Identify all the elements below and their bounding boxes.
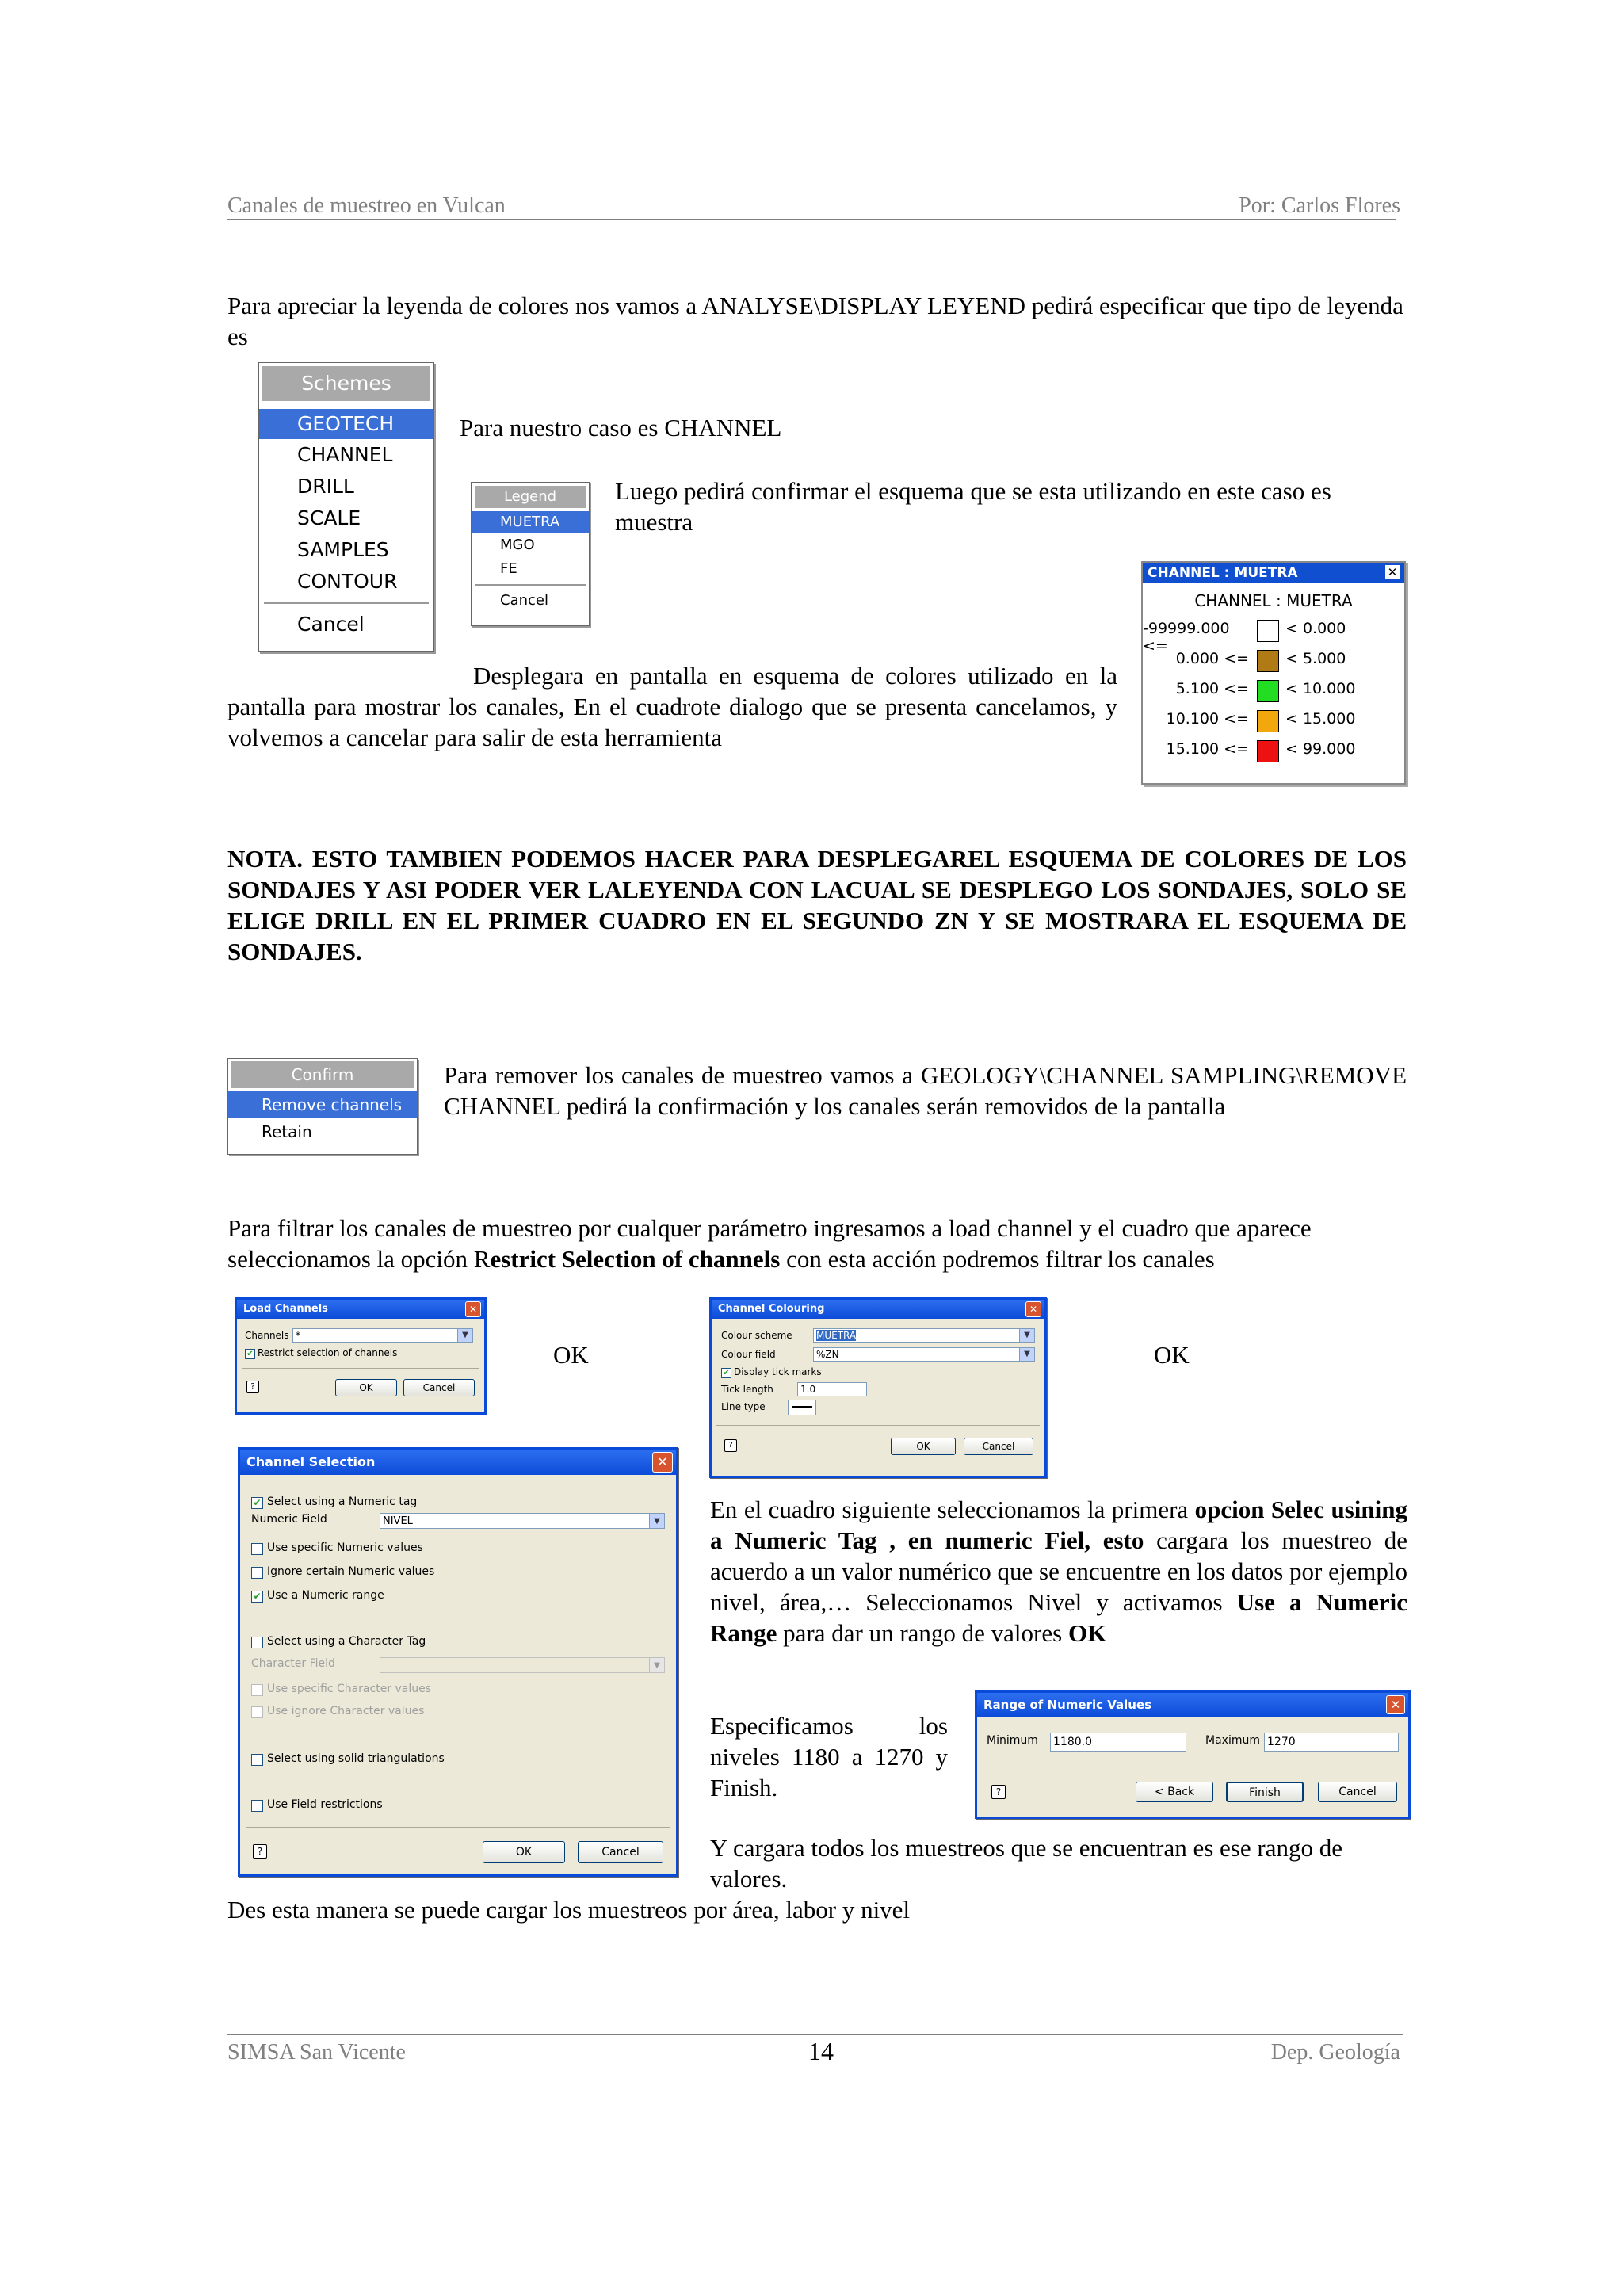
solid-triangulations-checkbox[interactable]	[251, 1754, 263, 1766]
numeric-field-label: Numeric Field	[251, 1513, 327, 1526]
close-icon[interactable]: ✕	[1386, 1695, 1405, 1714]
legend-row	[1143, 644, 1404, 674]
para-remove-channels: Para remover los canales de muestreo vamos a GEOLOGY\CHANNEL SAMPLING\REMOVE CHANNEL pedirá la confirmación y los canales serán removidos de la pantalla	[444, 1061, 1407, 1120]
maximum-label: Maximum	[1205, 1734, 1260, 1747]
ok-button[interactable]: OK	[335, 1379, 397, 1396]
para-filter-c: con esta acción podremos filtrar los canales	[780, 1245, 1215, 1273]
channel-colouring-title: Channel Colouring	[718, 1303, 825, 1315]
legend-row-from: 10.100 <=	[1166, 710, 1249, 728]
tick-length-label: Tick length	[721, 1384, 773, 1395]
header-author: Por: Carlos Flores	[1239, 193, 1400, 218]
para-numeric-b: opcion Selec usining a Numeric Tag , en numeric Fiel, esto	[710, 1496, 1407, 1554]
legend-item-fe[interactable]: FE	[500, 560, 517, 577]
para-specify-levels: Especificamos los niveles 1180 a 1270 y Finish.	[710, 1712, 948, 1801]
range-numeric-dialog	[975, 1690, 1411, 1819]
channel-selection-titlebar	[240, 1450, 676, 1475]
para-numeric-c: cargara los muestreo de acuerdo a un valor numérico que se encuentre en los datos por ejemplo nivel, área,… Seleccionamos Nivel y activamos	[710, 1526, 1407, 1616]
para-numeric-f: OK	[1067, 1619, 1107, 1647]
header-title: Canales de muestreo en Vulcan	[227, 193, 506, 218]
chevron-down-icon[interactable]: ▼	[1019, 1329, 1034, 1342]
colour-field-select[interactable]	[813, 1347, 1035, 1362]
para-filter-channels	[227, 1213, 1407, 1274]
colour-field-value: %ZN	[816, 1349, 839, 1360]
numeric-field-select[interactable]	[380, 1513, 665, 1529]
chevron-down-icon: ▼	[649, 1658, 664, 1672]
para-filter-a: Para filtrar los canales de muestreo por cualquer parámetro ingresamos a load channel y el cuadro que aparece seleccionamos la opción R	[227, 1214, 1312, 1273]
legend-row	[1143, 734, 1404, 764]
confirm-menu-title: Confirm	[231, 1061, 414, 1088]
channel-colouring-dialog	[709, 1297, 1047, 1478]
para-numeric-e: para dar un rango de valores	[777, 1619, 1068, 1647]
legend-row-from: 5.100 <=	[1175, 680, 1249, 697]
page-number: 14	[808, 2037, 834, 2065]
close-icon[interactable]: ✕	[1025, 1301, 1041, 1317]
minimum-input[interactable]: 1180.0	[1050, 1733, 1186, 1752]
character-field-select	[380, 1657, 665, 1673]
legend-item-mgo[interactable]: MGO	[500, 537, 535, 553]
cancel-button[interactable]: Cancel	[578, 1841, 663, 1863]
legend-row	[1143, 674, 1404, 704]
schemes-item-cancel[interactable]: Cancel	[297, 613, 365, 636]
character-tag-label: Select using a Character Tag	[267, 1635, 426, 1648]
line-type-label: Line type	[721, 1401, 766, 1412]
legend-swatch	[1257, 620, 1279, 642]
specific-char-label: Use specific Character values	[267, 1683, 432, 1695]
channels-label: Channels	[245, 1330, 289, 1341]
para-legend-intro: Para apreciar la leyenda de colores nos vamos a ANALYSE\DISPLAY LEYEND pedirá especificar que tipo de leyenda es	[227, 292, 1403, 350]
legend-row-to: < 15.000	[1285, 710, 1356, 728]
schemes-menu	[258, 362, 434, 652]
numeric-tag-checkbox[interactable]: ✔	[251, 1497, 263, 1509]
schemes-item-contour[interactable]: CONTOUR	[297, 570, 398, 593]
specific-numeric-label: Use specific Numeric values	[267, 1541, 423, 1554]
help-icon[interactable]: ?	[991, 1785, 1006, 1799]
chevron-down-icon[interactable]: ▼	[1019, 1348, 1034, 1361]
para-numeric-d: Use a Numeric Range	[710, 1588, 1408, 1647]
channel-legend-titlebar	[1143, 563, 1404, 583]
legend-swatch	[1257, 740, 1279, 762]
help-icon[interactable]: ?	[246, 1381, 259, 1393]
footer-rule	[227, 2034, 1403, 2035]
channel-legend-title: CHANNEL : MUETRA	[1148, 565, 1298, 581]
legend-menu	[471, 482, 590, 626]
ignore-char-checkbox	[251, 1706, 263, 1718]
load-channels-title: Load Channels	[243, 1303, 328, 1315]
schemes-item-scale[interactable]: SCALE	[297, 506, 361, 529]
legend-row-to: < 99.000	[1285, 740, 1356, 758]
legend-menu-title: Legend	[475, 486, 586, 508]
restrict-selection-checkbox[interactable]: ✔	[245, 1349, 255, 1359]
para-legend-display: Desplegara en pantalla en esquema de colores utilizado en la pantalla para mostrar los canales, En el cuadrote dialogo que se presenta cancelamos, y volvemos a cancelar para salir de esta herramienta	[227, 662, 1117, 751]
specific-char-checkbox	[251, 1684, 263, 1696]
channel-selection-dialog	[238, 1447, 678, 1877]
legend-row	[1143, 704, 1404, 734]
legend-swatch	[1257, 710, 1279, 732]
ok-button[interactable]: OK	[891, 1438, 956, 1455]
field-restrictions-label: Use Field restrictions	[267, 1798, 383, 1811]
maximum-input[interactable]: 1270	[1264, 1733, 1399, 1752]
cancel-button[interactable]: Cancel	[1318, 1782, 1397, 1802]
chevron-down-icon[interactable]: ▼	[457, 1329, 472, 1342]
legend-menu-separator	[475, 584, 586, 586]
colour-scheme-label: Colour scheme	[721, 1330, 792, 1341]
cancel-button[interactable]: Cancel	[964, 1438, 1033, 1455]
numeric-range-label: Use a Numeric range	[267, 1589, 384, 1602]
close-icon[interactable]: ✕	[465, 1301, 481, 1317]
numeric-tag-label: Select using a Numeric tag	[267, 1496, 418, 1508]
field-restrictions-checkbox[interactable]	[251, 1800, 263, 1812]
specific-numeric-checkbox[interactable]	[251, 1543, 263, 1555]
confirm-item-retain[interactable]: Retain	[262, 1122, 312, 1141]
channel-legend-window	[1141, 561, 1406, 785]
legend-row	[1143, 613, 1404, 655]
cancel-button[interactable]: Cancel	[403, 1379, 475, 1396]
ok-label-1: OK	[553, 1341, 589, 1369]
schemes-item-drill[interactable]: DRILL	[297, 475, 354, 498]
range-dialog-title: Range of Numeric Values	[983, 1698, 1152, 1712]
minimum-label: Minimum	[987, 1734, 1038, 1747]
confirm-item-remove[interactable]: Remove channels	[228, 1091, 417, 1118]
legend-row-to: < 5.000	[1285, 650, 1346, 667]
legend-row-to: < 10.000	[1285, 680, 1356, 697]
close-icon[interactable]: ✕	[652, 1452, 673, 1473]
legend-swatch	[1257, 650, 1279, 672]
load-channels-titlebar	[237, 1300, 484, 1319]
para-filter-b: estrict Selection of channels	[490, 1245, 781, 1273]
range-dialog-titlebar	[977, 1693, 1408, 1717]
schemes-menu-separator	[264, 602, 429, 604]
tick-length-input[interactable]: 1.0	[797, 1382, 867, 1396]
caption-channel: Para nuestro caso es CHANNEL	[460, 414, 782, 441]
line-type-swatch[interactable]	[788, 1400, 816, 1415]
channel-legend-rows	[1143, 613, 1404, 764]
colour-scheme-value: MUETRA	[816, 1330, 857, 1341]
channels-input-value: *	[296, 1330, 300, 1341]
ignore-numeric-checkbox[interactable]	[251, 1567, 263, 1579]
schemes-menu-title: Schemes	[262, 366, 430, 401]
numeric-field-value: NIVEL	[383, 1515, 413, 1527]
schemes-item-geotech[interactable]: GEOTECH	[259, 409, 433, 439]
legend-swatch	[1257, 680, 1279, 702]
colour-scheme-select[interactable]	[813, 1328, 1035, 1343]
legend-item-muetra[interactable]: MUETRA	[472, 511, 589, 533]
channels-input[interactable]	[292, 1328, 473, 1343]
schemes-item-channel[interactable]: CHANNEL	[297, 443, 393, 466]
back-button[interactable]: < Back	[1136, 1782, 1213, 1802]
para-numeric-tag	[710, 1494, 1407, 1648]
confirm-menu	[227, 1058, 418, 1155]
para-load-by-area: Des esta manera se puede cargar los muestreos por área, labor y nivel	[227, 1896, 911, 1924]
footer-company: SIMSA San Vicente	[227, 2040, 406, 2065]
load-channels-dialog	[235, 1297, 487, 1415]
header-rule	[227, 219, 1396, 220]
legend-row-from: 0.000 <=	[1175, 650, 1249, 667]
ignore-numeric-label: Ignore certain Numeric values	[267, 1565, 435, 1578]
legend-row-to: < 0.000	[1285, 620, 1346, 637]
para-load-range: Y cargara todos los muestreos que se encuentran es ese rango de valores.	[710, 1834, 1342, 1893]
note-paragraph: NOTA. ESTO TAMBIEN PODEMOS HACER PARA DESPLEGAREL ESQUEMA DE COLORES DE LOS SONDAJES Y ASI PODER VER LALEYENDA CON LACUAL SE DESPLEGO LOS SONDAJES, SOLO SE ELIGE DRILL EN EL PRIMER CUADRO EN EL SEGUNDO ZN Y SE MOSTRARA EL ESQUEMA DE SONDAJES.	[227, 845, 1407, 965]
channel-colouring-titlebar	[712, 1300, 1044, 1319]
character-tag-checkbox[interactable]	[251, 1637, 263, 1648]
chevron-down-icon[interactable]: ▼	[649, 1514, 664, 1528]
numeric-range-checkbox[interactable]: ✔	[251, 1591, 263, 1603]
footer-department: Dep. Geología	[1270, 2040, 1400, 2065]
caption-confirm: Luego pedirá confirmar el esquema que se esta utilizando en este caso es muestra	[615, 477, 1331, 536]
help-icon[interactable]: ?	[724, 1439, 737, 1452]
restrict-selection-label: Restrict selection of channels	[258, 1347, 398, 1358]
para-numeric-a: En el cuadro siguiente seleccionamos la primera	[710, 1496, 1195, 1523]
channel-legend-heading: CHANNEL : MUETRA	[1194, 591, 1353, 610]
legend-row-from: -99999.000 <=	[1143, 620, 1230, 655]
close-icon[interactable]: ✕	[1385, 565, 1400, 579]
ignore-char-label: Use ignore Character values	[267, 1705, 425, 1717]
ok-label-2: OK	[1154, 1341, 1190, 1369]
solid-triangulations-label: Select using solid triangulations	[267, 1752, 445, 1765]
divider	[242, 1368, 479, 1369]
legend-item-cancel[interactable]: Cancel	[500, 592, 548, 609]
schemes-item-samples[interactable]: SAMPLES	[297, 538, 389, 561]
divider	[716, 1425, 1040, 1426]
legend-row-from: 15.100 <=	[1166, 740, 1249, 758]
colour-field-label: Colour field	[721, 1349, 776, 1360]
display-tick-marks-label: Display tick marks	[734, 1366, 822, 1377]
display-tick-marks-checkbox[interactable]: ✔	[721, 1368, 731, 1378]
help-icon[interactable]: ?	[253, 1844, 267, 1859]
ok-button[interactable]: OK	[483, 1841, 565, 1863]
channel-selection-title: Channel Selection	[246, 1454, 376, 1469]
divider	[246, 1827, 670, 1828]
character-field-label: Character Field	[251, 1657, 335, 1670]
finish-button[interactable]: Finish	[1226, 1782, 1304, 1802]
